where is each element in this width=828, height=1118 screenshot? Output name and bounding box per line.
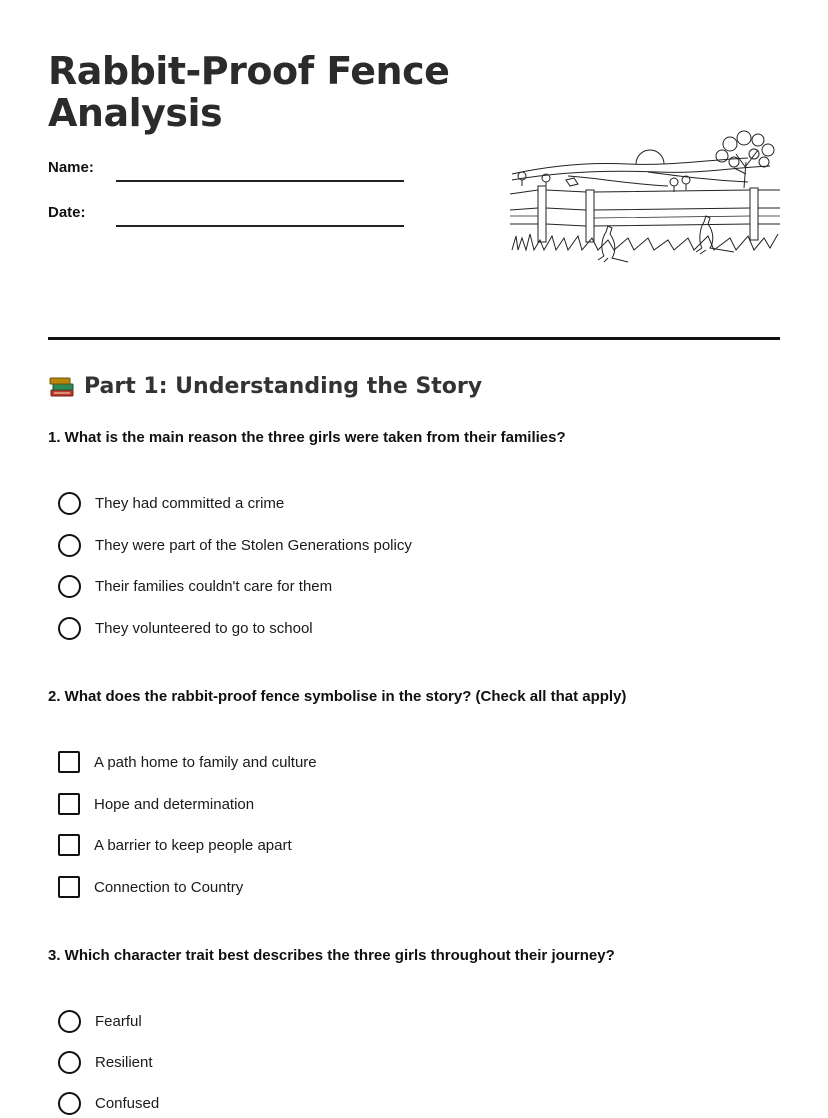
title-line-1: Rabbit-Proof Fence xyxy=(48,49,450,93)
option-label: Fearful xyxy=(95,1013,142,1030)
question-1: 1. What is the main reason the three girls were taken from their families? xyxy=(48,429,566,446)
radio-button[interactable] xyxy=(58,1010,81,1033)
question-3: 3. Which character trait best describes the three girls throughout their journey? xyxy=(48,947,615,964)
option-label: Confused xyxy=(95,1095,160,1112)
option-label: They were part of the Stolen Generations policy xyxy=(95,537,412,554)
radio-button[interactable] xyxy=(58,575,81,598)
title-line-2: Analysis xyxy=(48,91,223,135)
q1-option-1[interactable] xyxy=(58,492,284,515)
q2-option-4[interactable] xyxy=(58,876,243,898)
fence-landscape-illustration xyxy=(508,128,782,266)
option-label: They volunteered to go to school xyxy=(95,620,313,637)
option-label: A barrier to keep people apart xyxy=(94,836,292,854)
section-title: Part 1: Understanding the Story xyxy=(84,373,483,399)
name-label: Name: xyxy=(48,159,94,176)
q1-option-2[interactable] xyxy=(58,534,412,557)
q1-option-4[interactable] xyxy=(58,617,313,640)
option-label: They had committed a crime xyxy=(95,495,285,512)
checkbox[interactable] xyxy=(58,793,80,815)
radio-button[interactable] xyxy=(58,1092,81,1115)
q2-option-1[interactable] xyxy=(58,751,317,773)
option-label: A path home to family and culture xyxy=(94,753,317,771)
page-title xyxy=(48,50,449,134)
radio-button[interactable] xyxy=(58,617,81,640)
name-field[interactable] xyxy=(116,180,404,182)
option-label: Hope and determination xyxy=(94,795,255,813)
option-label: Resilient xyxy=(95,1054,153,1071)
option-label: Their families couldn't care for them xyxy=(95,578,333,595)
radio-button[interactable] xyxy=(58,534,81,557)
date-field[interactable] xyxy=(116,225,404,227)
books-icon xyxy=(48,372,76,400)
checkbox[interactable] xyxy=(58,876,80,898)
radio-button[interactable] xyxy=(58,1051,81,1074)
q3-option-1[interactable] xyxy=(58,1010,142,1033)
option-label: Connection to Country xyxy=(94,878,244,896)
checkbox[interactable] xyxy=(58,834,80,856)
q2-option-3[interactable] xyxy=(58,834,292,856)
q2-option-2[interactable] xyxy=(58,793,254,815)
checkbox[interactable] xyxy=(58,751,80,773)
section-heading xyxy=(48,372,482,400)
question-2: 2. What does the rabbit-proof fence symbolise in the story? (Check all that apply) xyxy=(48,688,627,705)
radio-button[interactable] xyxy=(58,492,81,515)
date-label: Date: xyxy=(48,204,86,221)
q3-option-2[interactable] xyxy=(58,1051,153,1074)
section-divider xyxy=(48,337,780,340)
q3-option-3[interactable] xyxy=(58,1092,159,1115)
q1-option-3[interactable] xyxy=(58,575,332,598)
